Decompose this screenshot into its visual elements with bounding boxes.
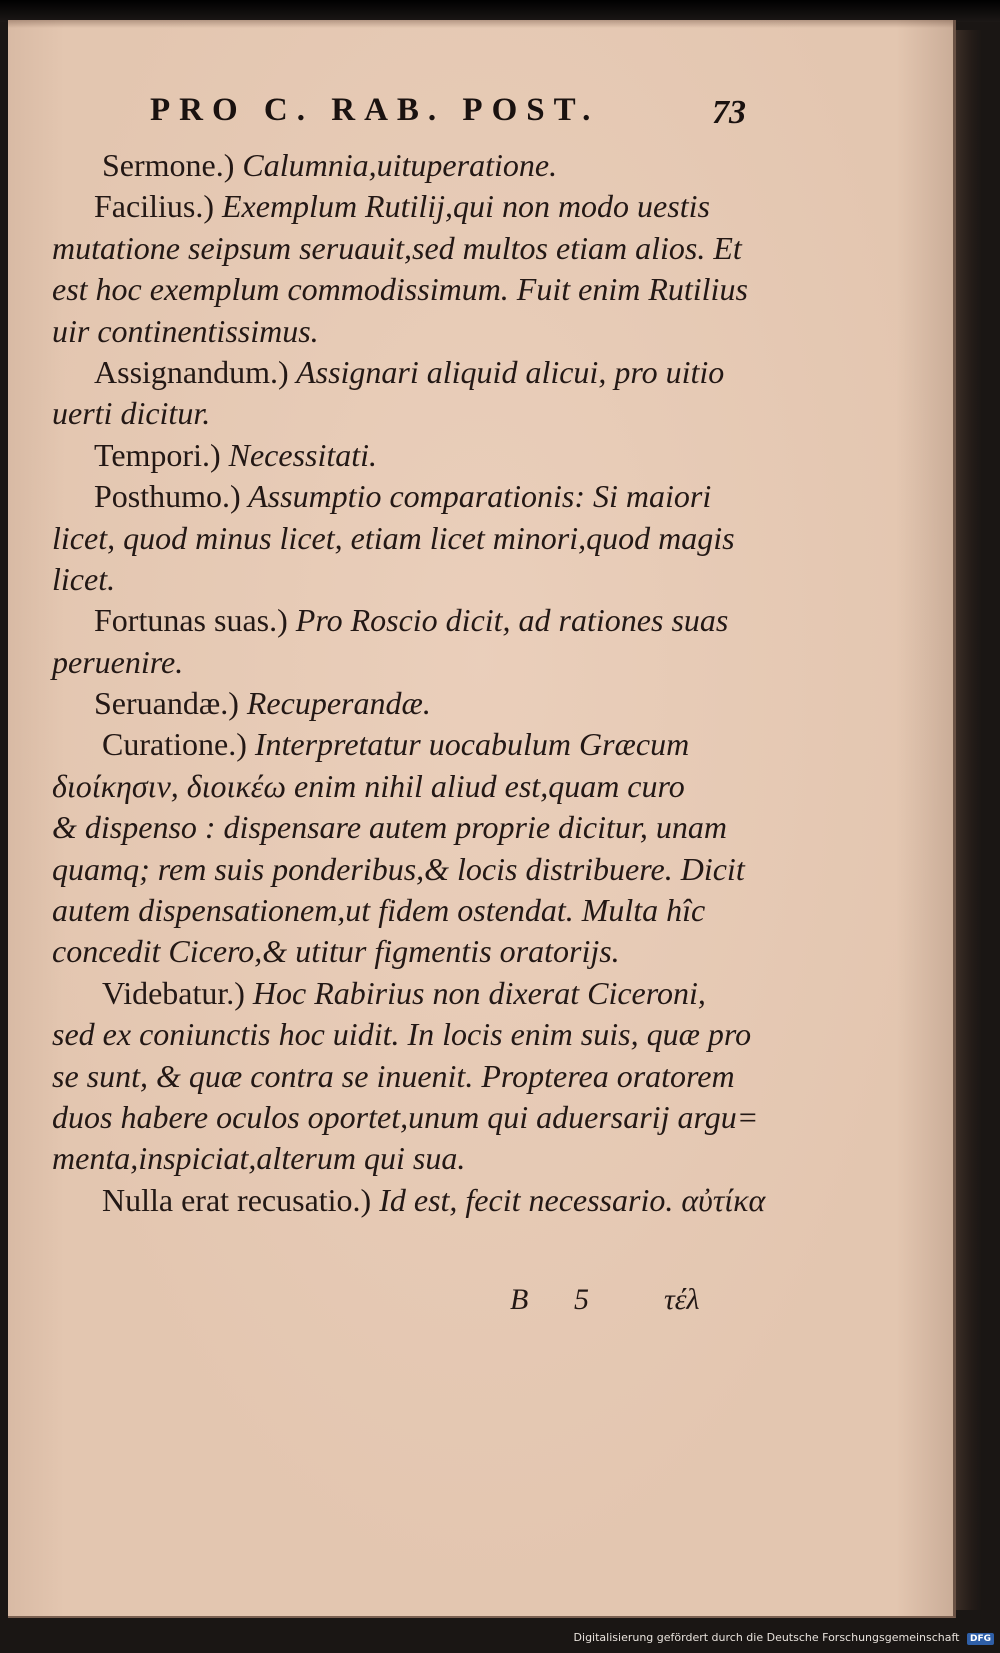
line-text: Recuperandæ.: [238, 685, 431, 722]
lemma: Videbatur.): [102, 974, 245, 1011]
text-line: [52, 931, 764, 972]
text-line: [52, 600, 764, 641]
line-text: διοίκησιν, διοικέω enim nihil aliud est,quam curo: [52, 767, 685, 804]
page-edge-shadow: [956, 30, 982, 1610]
line-text: Assignari aliquid alicui, pro uitio: [288, 353, 725, 390]
dfg-logo: DFG: [967, 1633, 994, 1645]
line-text: menta,inspiciat,alterum qui sua.: [52, 1140, 466, 1177]
lemma: Tempori.): [94, 436, 221, 473]
text-line: [52, 145, 764, 186]
lemma: Nulla erat recusatio.): [102, 1181, 372, 1218]
lemma: Facilius.): [94, 188, 214, 225]
line-text: Necessitati.: [220, 436, 378, 473]
lemma: Fortunas suas.): [94, 602, 288, 639]
line-text: Exemplum Rutilij,qui non modo uestis: [213, 188, 710, 225]
running-title: PRO C. RAB. POST.: [150, 92, 600, 128]
text-line: [52, 766, 764, 807]
text-line: [52, 1138, 764, 1179]
line-text: Hoc Rabirius non dixerat Ciceroni,: [244, 974, 706, 1011]
text-line: [52, 518, 764, 559]
text-line: [52, 228, 764, 269]
commentary-text: [52, 145, 764, 1221]
text-line: [52, 973, 764, 1014]
line-text: duos habere oculos oportet,unum qui aduersarij argu=: [52, 1098, 759, 1135]
text-line: [52, 559, 764, 600]
text-line: [52, 1097, 764, 1138]
page-number: 73: [712, 94, 746, 131]
line-text: est hoc exemplum commodissimum. Fuit enim Rutilius: [52, 271, 748, 308]
line-text: uir continentissimus.: [52, 312, 319, 349]
line-text: se sunt, & quæ contra se inuenit. Propterea oratorem: [52, 1057, 735, 1094]
line-text: uerti dicitur.: [52, 395, 211, 432]
signature-mark: B: [510, 1283, 529, 1316]
catchword: τέλ: [664, 1283, 700, 1316]
text-line: [52, 311, 764, 352]
line-text: licet.: [52, 560, 116, 597]
lemma: Posthumo.): [94, 478, 241, 515]
scan-top-border: [0, 0, 1000, 22]
funding-credit: [574, 1631, 994, 1645]
text-line: [52, 352, 764, 393]
lemma: Curatione.): [102, 726, 247, 763]
text-line: [52, 269, 764, 310]
line-text: Interpretatur uocabulum Græcum: [246, 726, 690, 763]
text-line: [52, 683, 764, 724]
text-line: [52, 435, 764, 476]
text-line: [52, 393, 764, 434]
line-text: sed ex coniunctis hoc uidit. In locis enim suis, quæ pro: [52, 1016, 752, 1053]
signature-line: [510, 1283, 770, 1323]
text-line: [52, 476, 764, 517]
funding-credit-text: Digitalisierung gefördert durch die Deutsche Forschungsgemeinschaft: [573, 1631, 960, 1644]
line-text: Assumptio comparationis: Si maiori: [240, 478, 712, 515]
line-text: licet, quod minus licet, etiam licet minori,quod magis: [52, 519, 735, 556]
line-text: mutatione seipsum seruauit,sed multos etiam alios. Et: [52, 229, 742, 266]
text-line: [52, 807, 764, 848]
line-text: quamq; rem suis ponderibus,& locis distribuere. Dicit: [52, 850, 745, 887]
text-line: [52, 186, 764, 227]
text-line: [52, 1056, 764, 1097]
line-text: concedit Cicero,& utitur figmentis oratorijs.: [52, 933, 620, 970]
text-line: [52, 849, 764, 890]
lemma: Sermone.): [102, 147, 235, 183]
line-text: Pro Roscio dicit, ad rationes suas: [287, 602, 729, 639]
line-text: & dispenso : dispensare autem proprie dicitur, unam: [52, 809, 727, 846]
line-text: Id est, fecit necessario. αὐτίκα: [371, 1181, 766, 1218]
text-line: [52, 890, 764, 931]
text-line: [52, 1180, 764, 1221]
line-text: Calumnia,uituperatione.: [234, 147, 558, 183]
text-line: [52, 1014, 764, 1055]
text-line: [52, 724, 764, 765]
line-text: peruenire.: [52, 643, 184, 680]
signature-number: 5: [574, 1283, 589, 1316]
lemma: Seruandæ.): [94, 685, 239, 722]
lemma: Assignandum.): [94, 353, 289, 390]
text-line: [52, 642, 764, 683]
line-text: autem dispensationem,ut fidem ostendat. Multa hîc: [52, 892, 706, 929]
